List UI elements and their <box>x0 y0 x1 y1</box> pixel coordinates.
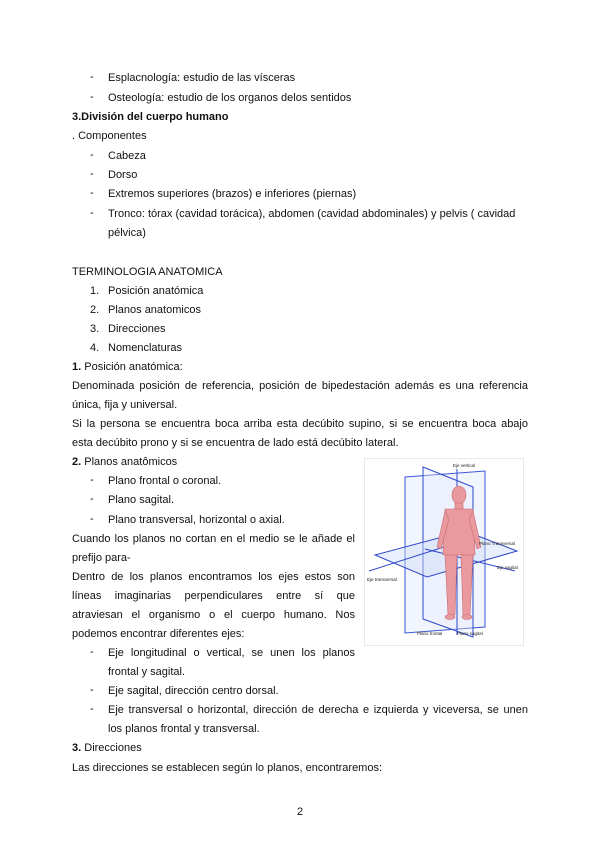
label-vertical-axis: Eje vertical <box>453 463 476 468</box>
label-transversal-axis: Eje transversal <box>367 577 397 582</box>
list-item-continuation: pélvica) <box>108 227 146 239</box>
list-item: Posición anatómica <box>108 285 204 297</box>
subsection-heading: 2. Planos anatômicos <box>72 456 178 468</box>
bullet-dash: - <box>90 493 94 505</box>
list-item: Direcciones <box>108 323 166 335</box>
anatomical-planes-figure <box>364 458 524 646</box>
list-number: 1. <box>90 285 100 297</box>
paragraph-line: esta decúbito prono y si se encuentra de lado está decúbito lateral. <box>72 437 399 449</box>
paragraph-line: prefijo para- <box>72 552 131 564</box>
bullet-dash: - <box>90 149 94 161</box>
list-number: 2. <box>90 304 100 316</box>
list-item: Extremos superiores (brazos) e inferiores (piernas) <box>108 188 357 200</box>
list-item: Eje longitudinal o vertical, se unen los planos <box>108 647 355 659</box>
list-item-continuation: frontal y sagital. <box>108 666 186 678</box>
bullet-dash: - <box>90 187 94 199</box>
paragraph-line: única, fija y universal. <box>72 399 178 411</box>
bullet-dash: - <box>90 71 94 83</box>
list-item: Cabeza <box>108 150 146 162</box>
paragraph-line: Dentro de los planos encontramos los ejes estos son <box>72 571 355 583</box>
list-item: Plano transversal, horizontal o axial. <box>108 514 285 526</box>
section-heading: 3.División del cuerpo humano <box>72 111 229 123</box>
bullet-dash: - <box>90 207 94 219</box>
list-item: Plano sagital. <box>108 494 175 506</box>
bullet-dash: - <box>90 513 94 525</box>
paragraph-line: podemos encontrar diferentes ejes: <box>72 628 245 640</box>
paragraph-line: líneas imaginarias perpendiculares entre sí que <box>72 590 355 602</box>
list-item: Tronco: tórax (cavidad torácica), abdomen (cavidad abdominales) y pelvis ( cavidad <box>108 208 516 220</box>
list-item: Eje transversal o horizontal, dirección de derecha e izquierda y viceversa, se unen <box>108 704 528 716</box>
components-label: . Componentes <box>72 130 147 142</box>
paragraph-line: atraviesan el organismo o el cuerpo humano. Nos <box>72 609 355 621</box>
label-frontal-plane: Plano frontal <box>417 631 443 636</box>
bullet-dash: - <box>90 474 94 486</box>
bullet-dash: - <box>90 91 94 103</box>
list-number: 4. <box>90 342 100 354</box>
paragraph-line: Las direcciones se establecen según lo planos, encontraremos: <box>72 762 383 774</box>
bullet-dash: - <box>90 703 94 715</box>
list-item: Nomenclaturas <box>108 342 182 354</box>
section-heading: TERMINOLOGIA ANATOMICA <box>72 266 223 278</box>
label-sagittal-plane: Plano sagital <box>457 631 483 636</box>
list-item: Osteología: estudio de los organos delos sentidos <box>108 92 352 104</box>
page-number: 2 <box>296 806 304 818</box>
paragraph-line: Si la persona se encuentra boca arriba esta decúbito supino, si se encuentra boca abajo <box>72 418 528 430</box>
list-number: 3. <box>90 323 100 335</box>
label-transversal-plane: Plano Transversal <box>479 541 516 546</box>
list-item: Esplacnología: estudio de las vísceras <box>108 72 296 84</box>
list-item: Planos anatomicos <box>108 304 201 316</box>
list-item: Dorso <box>108 169 138 181</box>
subsection-heading: 3. Direcciones <box>72 742 142 754</box>
subsection-heading: 1. Posición anatómica: <box>72 361 183 373</box>
list-item: Eje sagital, dirección centro dorsal. <box>108 685 279 697</box>
paragraph-line: Cuando los planos no cortan en el medio se le añade el <box>72 533 355 545</box>
bullet-dash: - <box>90 684 94 696</box>
label-sagittal-axis: Eje sagital <box>497 565 518 570</box>
bullet-dash: - <box>90 168 94 180</box>
list-item: Plano frontal o coronal. <box>108 475 222 487</box>
paragraph-line: Denominada posición de referencia, posición de bipedestación además es una referencia <box>72 380 528 392</box>
list-item-continuation: los planos frontal y transversal. <box>108 723 260 735</box>
anatomical-planes-illustration <box>365 459 523 645</box>
bullet-dash: - <box>90 646 94 658</box>
